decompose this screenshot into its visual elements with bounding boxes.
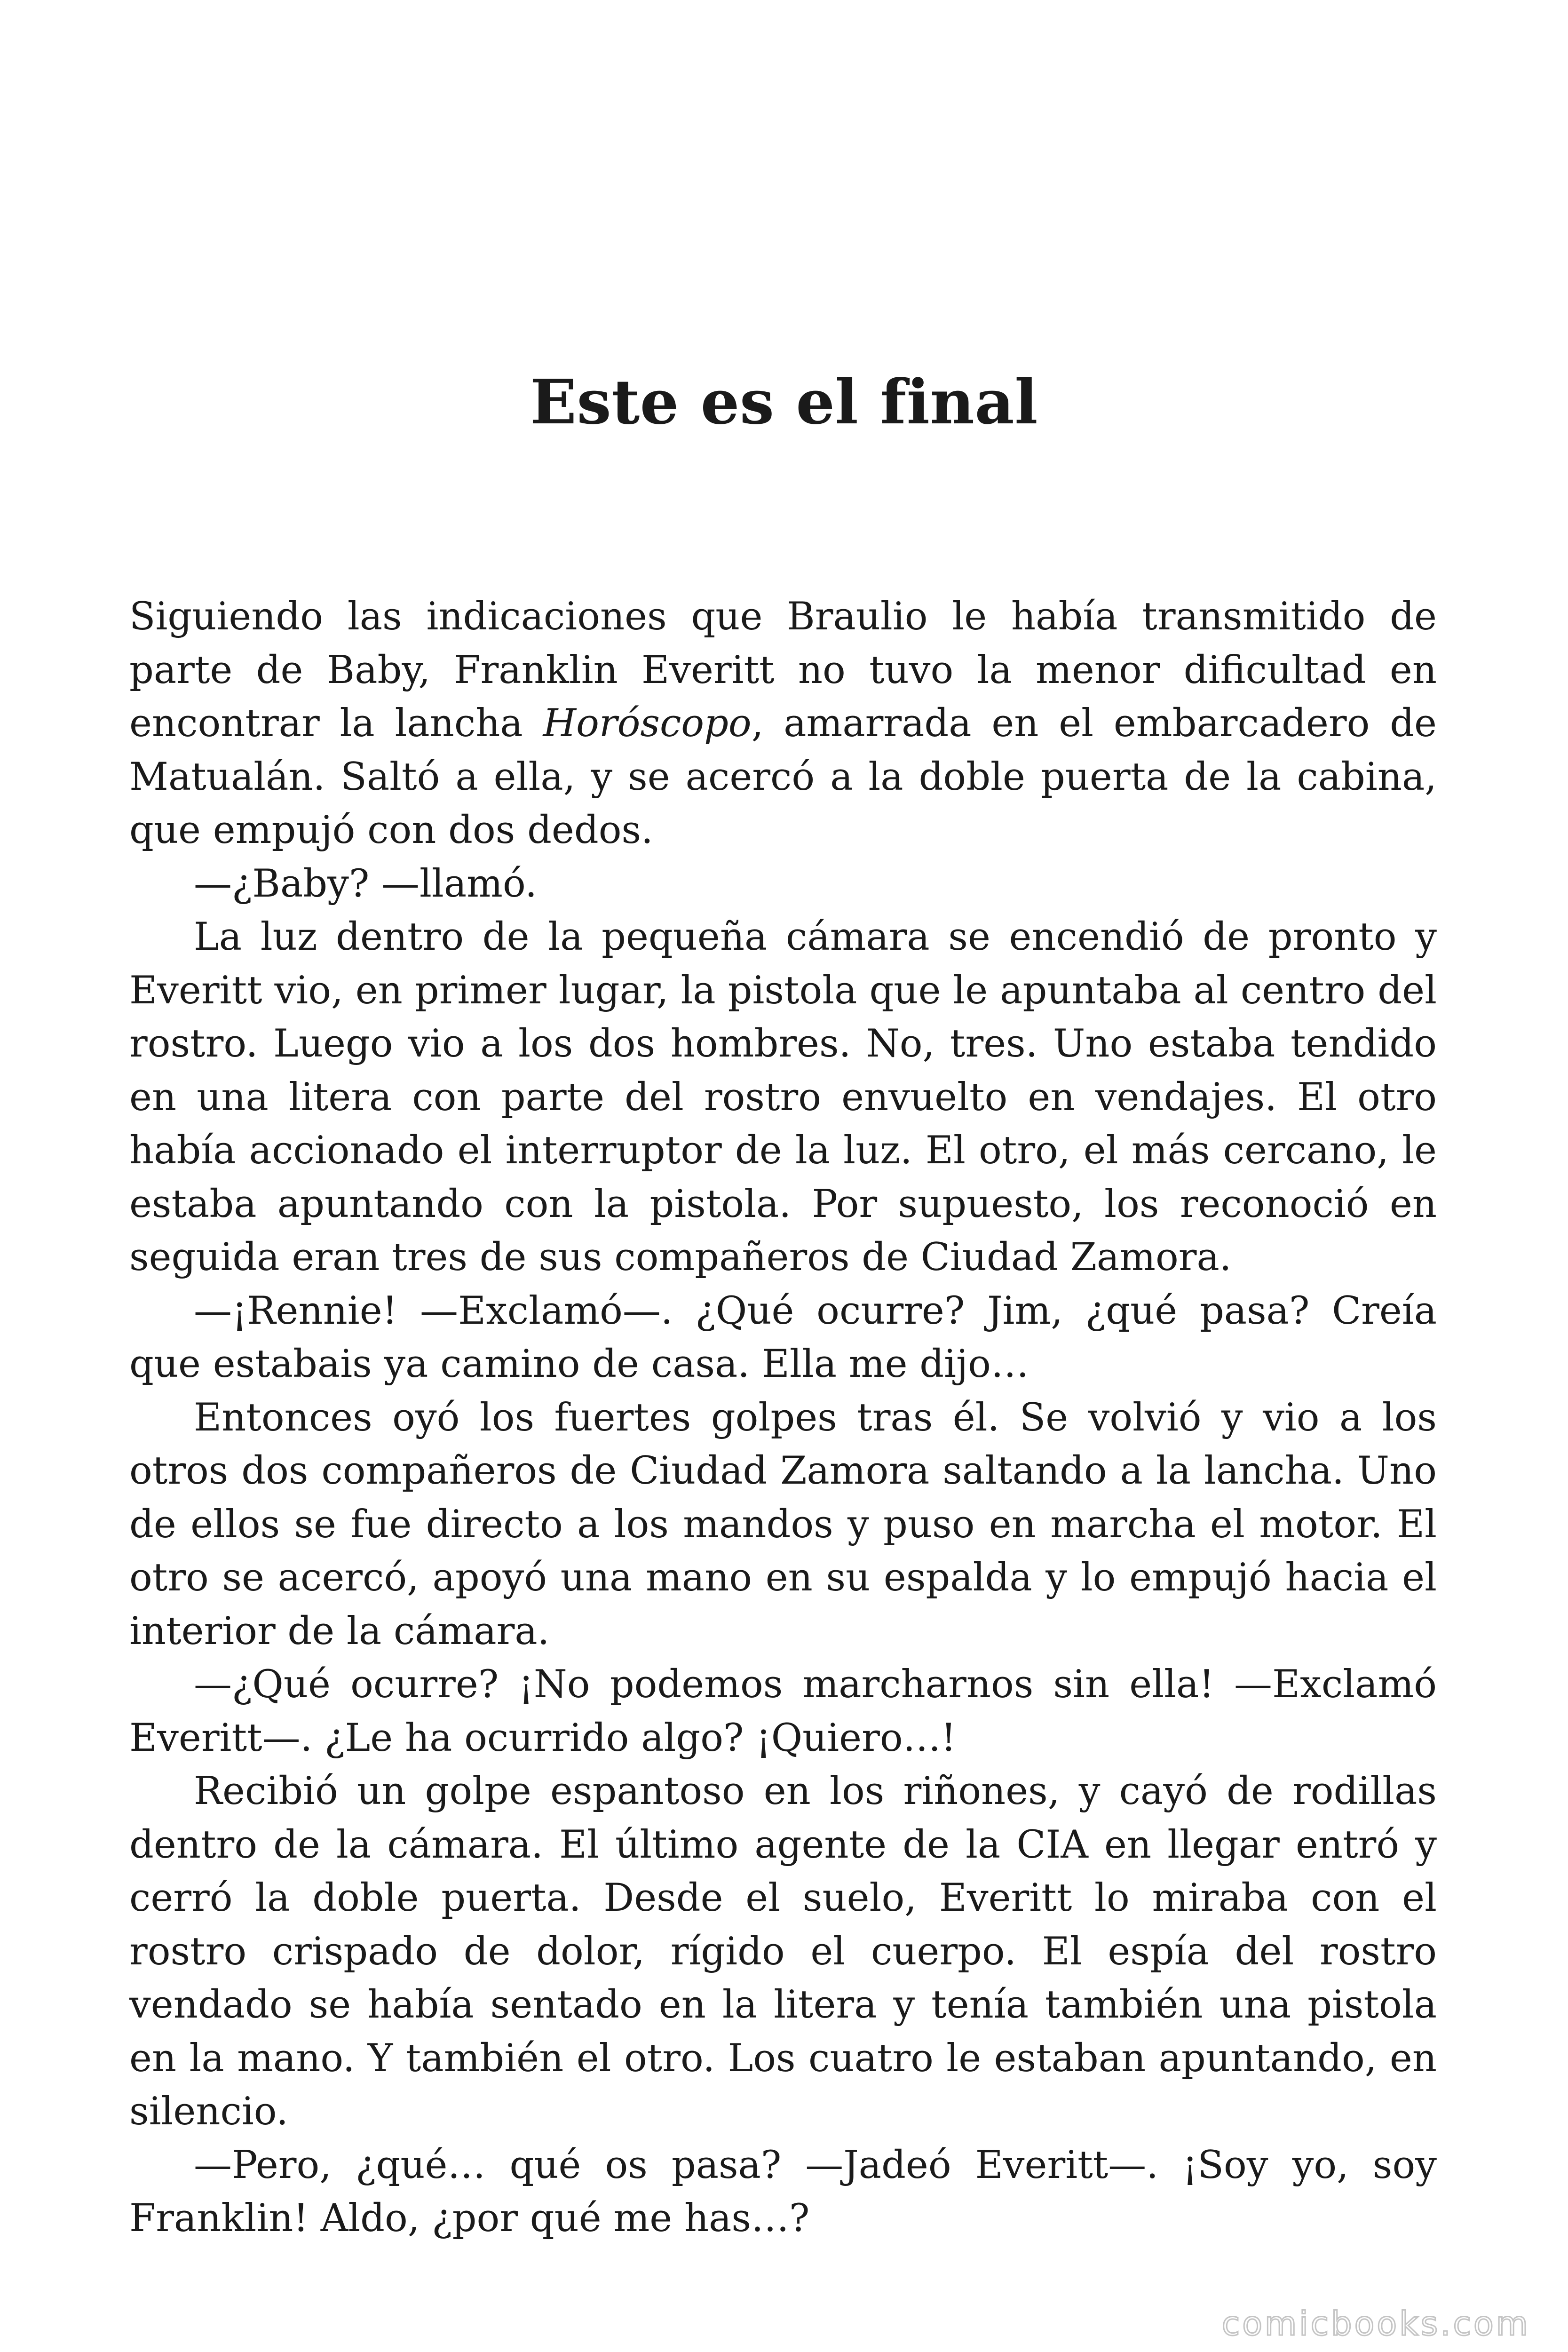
paragraph-text: , amarrada en el embarcadero de Matualán. Saltó a ella, y se acercó a la doble puerta de la cabina, que empujó con dos dedos. <box>129 701 1437 852</box>
paragraph <box>129 1658 1437 1765</box>
boat-name: Horóscopo <box>543 701 752 746</box>
paragraph-text: —¿Qué ocurre? ¡No podemos marcharnos sin ella! —Exclamó Everitt—. ¿Le ha ocurrido algo? ¡Quiero…! <box>129 1662 1437 1760</box>
paragraph-text: Siguiendo las indicaciones que Braulio le había transmitido de parte de Baby, Franklin Everitt no tuvo la menor dificultad en encontrar la lancha <box>129 595 1437 746</box>
paragraph <box>129 1765 1437 2139</box>
paragraph <box>129 2139 1437 2246</box>
paragraph <box>129 911 1437 1285</box>
chapter-title: Este es el final <box>530 366 1038 438</box>
paragraph <box>129 858 1437 911</box>
paragraph-text: —¡Rennie! —Exclamó—. ¿Qué ocurre? Jim, ¿qué pasa? Creía que estabais ya camino de casa. Ella me dijo… <box>129 1288 1437 1386</box>
paragraph-text: Entonces oyó los fuertes golpes tras él. Se volvió y vio a los otros dos compañeros de Ciudad Zamora saltando a la lancha. Uno de ellos se fue directo a los mandos y puso en marcha el motor. El otro se acercó, apoyó una mano en su espalda y lo empujó hacia el interior de la cámara. <box>129 1395 1437 1653</box>
paragraph-text: La luz dentro de la pequeña cámara se encendió de pronto y Everitt vio, en primer lugar, la pistola que le apuntaba al centro del rostro. Luego vio a los dos hombres. No, tres. Uno estaba tendido en una litera con parte del rostro envuelto en vendajes. El otro había accionado el interruptor de la luz. El otro, el más cercano, le estaba apuntando con la pistola. Por supuesto, los reconoció en seguida eran tres de sus compañeros de Ciudad Zamora. <box>129 915 1437 1279</box>
paragraph <box>129 1285 1437 1391</box>
chapter-body <box>129 590 1437 2246</box>
paragraph <box>129 590 1437 858</box>
paragraph-text: —Pero, ¿qué… qué os pasa? —Jadeó Everitt—. ¡Soy yo, soy Franklin! Aldo, ¿por qué me has…? <box>129 2143 1437 2241</box>
watermark: comicbooks.com <box>1221 2304 1530 2343</box>
paragraph-text: Recibió un golpe espantoso en los riñones, y cayó de rodillas dentro de la cámara. El último agente de la CIA en llegar entró y cerró la doble puerta. Desde el suelo, Everitt lo miraba con el rostro crispado de dolor, rígido el cuerpo. El espía del rostro vendado se había sentado en la litera y tenía también una pistola en la mano. Y también el otro. Los cuatro le estaban apuntando, en silencio. <box>129 1769 1437 2134</box>
paragraph-text: —¿Baby? —llamó. <box>194 861 538 906</box>
paragraph <box>129 1391 1437 1659</box>
